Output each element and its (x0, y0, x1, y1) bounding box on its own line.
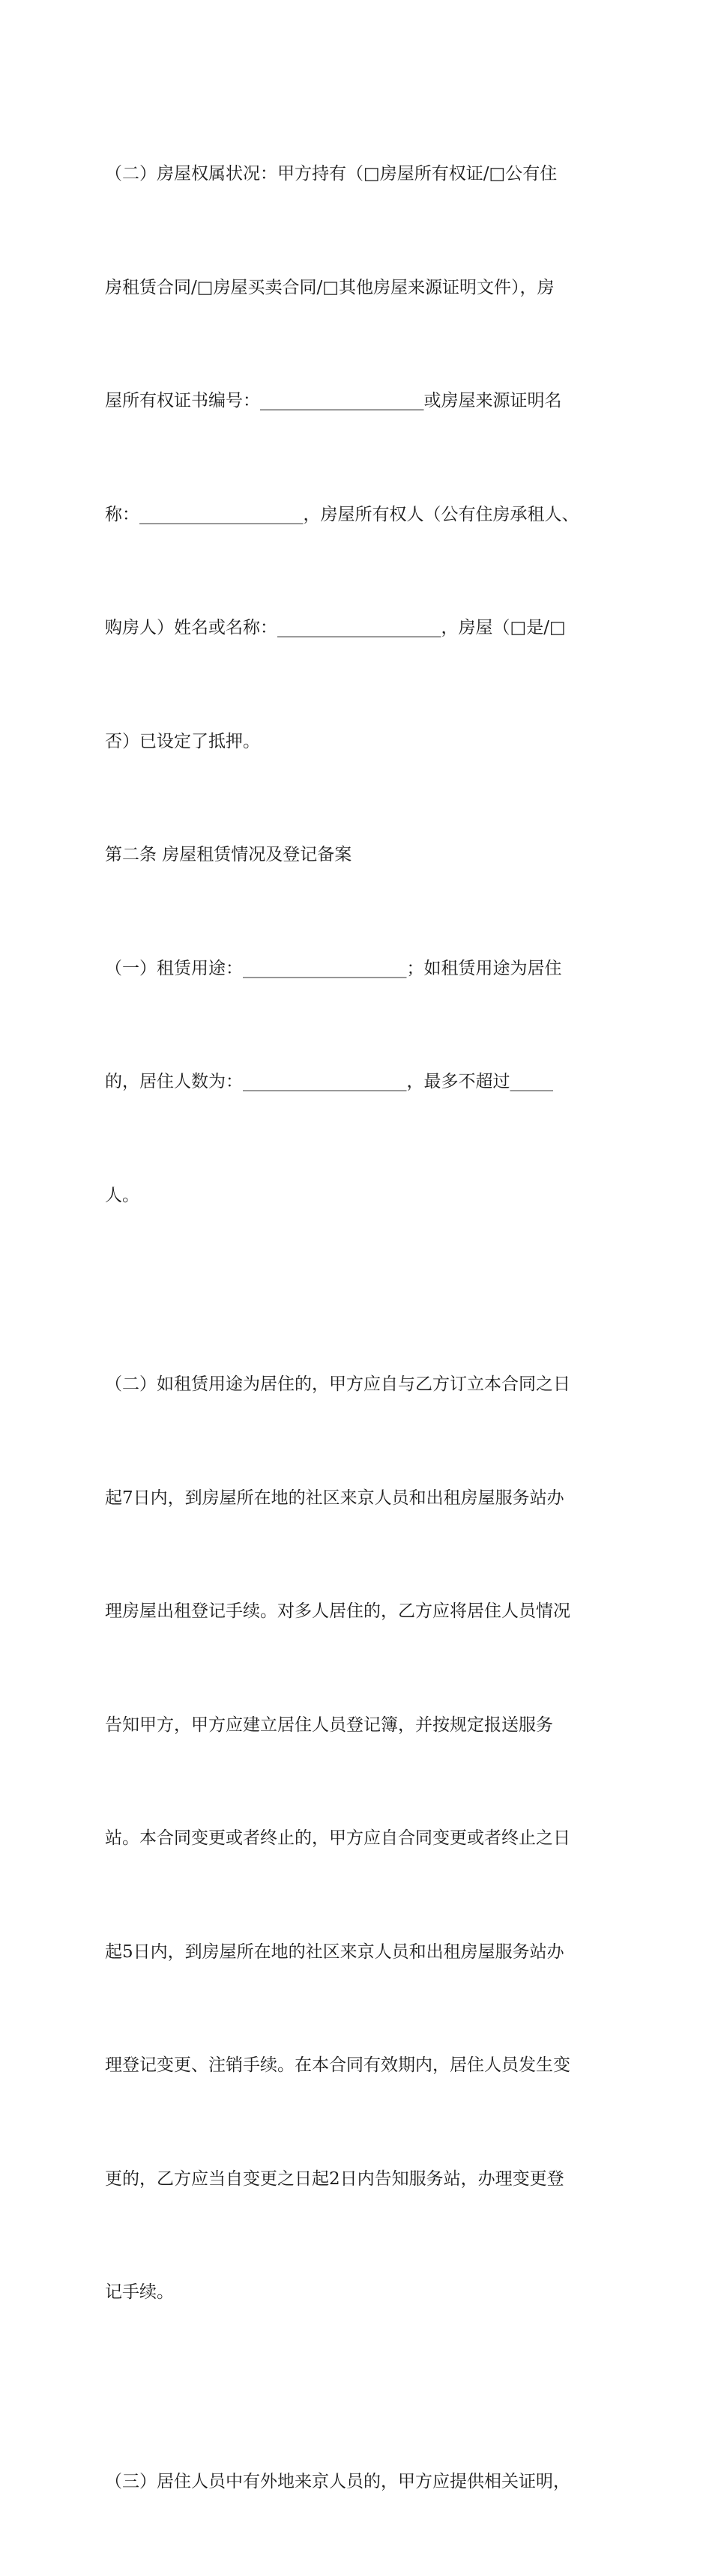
text-line: 起5日内，到房屋所在地的社区来京人员和出租房屋服务站办 (105, 1933, 615, 1972)
paragraph-lease-purpose (105, 874, 615, 1291)
text-line: 屋所有权证书编号：___________________或房屋来源证明名 (105, 382, 615, 420)
text-line: 站。本合同变更或者终止的，甲方应自合同变更或者终止之日 (105, 1819, 615, 1858)
text-line: 的，居住人数为：___________________，最多不超过_____ (105, 1063, 615, 1101)
text-line: （二）如租赁用途为居住的，甲方应自与乙方订立本合同之日 (105, 1366, 615, 1404)
heading-line: 第二条 房屋租赁情况及登记备案 (105, 836, 615, 874)
text-line: （二）房屋权属状况：甲方持有（□房屋所有权证/□公有住 (105, 155, 615, 193)
text-line: 告知甲方，甲方应建立居住人员登记簿，并按规定报送服务 (105, 1706, 615, 1745)
text-line: 理登记变更、注销手续。在本合同有效期内，居住人员发生变 (105, 2046, 615, 2085)
text-line: 购房人）姓名或名称：___________________，房屋（□是/□ (105, 609, 615, 647)
paragraph-registration (105, 1290, 615, 2387)
paragraph-non-local-residents (105, 2387, 615, 2576)
text-line: 房租赁合同/□房屋买卖合同/□其他房屋来源证明文件），房 (105, 269, 615, 307)
text-line: 理房屋出租登记手续。对多人居住的，乙方应将居住人员情况 (105, 1592, 615, 1631)
text-line: 记手续。 (105, 2273, 615, 2312)
paragraph-property-ownership (105, 79, 615, 836)
text-line: 更的，乙方应当自变更之日起2日内告知服务站，办理变更登 (105, 2160, 615, 2198)
document-page (105, 79, 615, 2576)
text-line: （一）租赁用途：___________________；如租赁用途为居住 (105, 950, 615, 988)
text-line: 人。 (105, 1177, 615, 1215)
text-line: 否）已设定了抵押。 (105, 723, 615, 761)
text-line: 称：___________________，房屋所有权人（公有住房承租人、 (105, 496, 615, 534)
text-line: （三）居住人员中有外地来京人员的，甲方应提供相关证明， (105, 2463, 615, 2501)
text-line: 起7日内，到房屋所在地的社区来京人员和出租房屋服务站办 (105, 1479, 615, 1518)
section-heading-article-2 (105, 836, 615, 874)
